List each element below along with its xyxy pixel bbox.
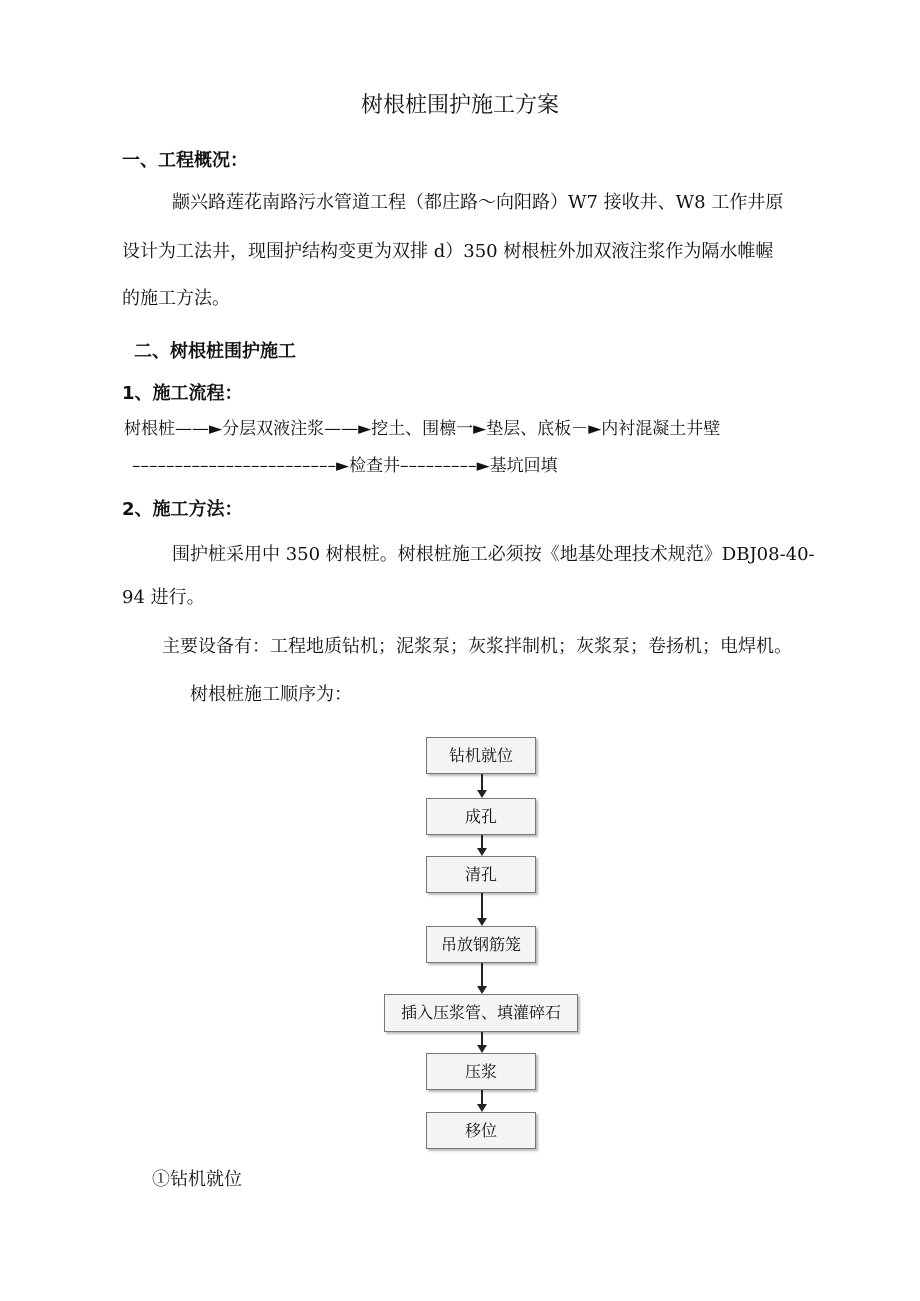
flow-arrow [481,774,483,790]
arrow-down-icon [477,1045,487,1053]
process-flow-line1: 树根桩——►分层双液注浆——►挖土、围檩一►垫层、底板－►内衬混凝土井壁 [124,419,721,439]
section1-para-line1: 颛兴路莲花南路污水管道工程（都庄路～向阳路）W7 接收井、W8 工作井原 [172,192,784,213]
flow-step-4 [426,926,536,963]
arrow-down-icon [477,1104,487,1112]
flow-step-label: 移位 [464,1121,497,1140]
process-flow-line2: ––––––––––––––––––––––––►检查井–––––––––►基坑回填 [132,456,558,476]
arrow-down-icon [477,848,487,856]
flow-step-label: 清孔 [464,865,497,884]
flow-step-7 [426,1112,536,1149]
flow-step-label: 成孔 [464,807,497,826]
arrow-down-icon [477,986,487,994]
equipment-line: 主要设备有：工程地质钻机；泥浆泵；灰浆拌制机；灰浆泵；卷扬机；电焊机。 [162,636,792,657]
footer-item: ①钻机就位 [152,1169,242,1190]
flow-step-6 [426,1053,536,1090]
flow-step-1 [426,737,536,774]
flow-arrow [481,963,483,986]
flow-arrow [481,893,483,918]
method-para-line1: 围护桩采用中 350 树根桩。树根桩施工必须按《地基处理技术规范》DBJ08-40- [172,544,815,565]
method-para-line2: 94 进行。 [122,587,205,608]
flow-arrow [481,1090,483,1104]
flow-step-label: 压浆 [464,1062,497,1081]
flow-step-2 [426,798,536,835]
section1-para-line3: 的施工方法。 [122,288,230,309]
document-title: 树根桩围护施工方案 [360,93,559,118]
arrow-down-icon [477,790,487,798]
method-heading: 2、施工方法： [122,499,243,520]
flow-arrow [481,835,483,848]
section1-para-line2: 设计为工法井，现围护结构变更为双排 d）350 树根桩外加双液注浆作为隔水帷幄 [122,241,774,262]
section1-heading: 一、工程概况： [122,150,248,171]
flow-step-label: 吊放钢筋笼 [440,935,521,954]
flow-step-5 [384,994,578,1032]
arrow-down-icon [477,918,487,926]
process-heading: 1、施工流程： [122,383,243,404]
sequence-intro: 树根桩施工顺序为： [190,684,352,705]
flow-arrow [481,1032,483,1045]
flow-step-3 [426,856,536,893]
flow-step-label: 钻机就位 [448,746,513,765]
flow-step-label: 插入压浆管、填灌碎石 [400,1003,561,1022]
section2-heading: 二、树根桩围护施工 [134,341,296,362]
